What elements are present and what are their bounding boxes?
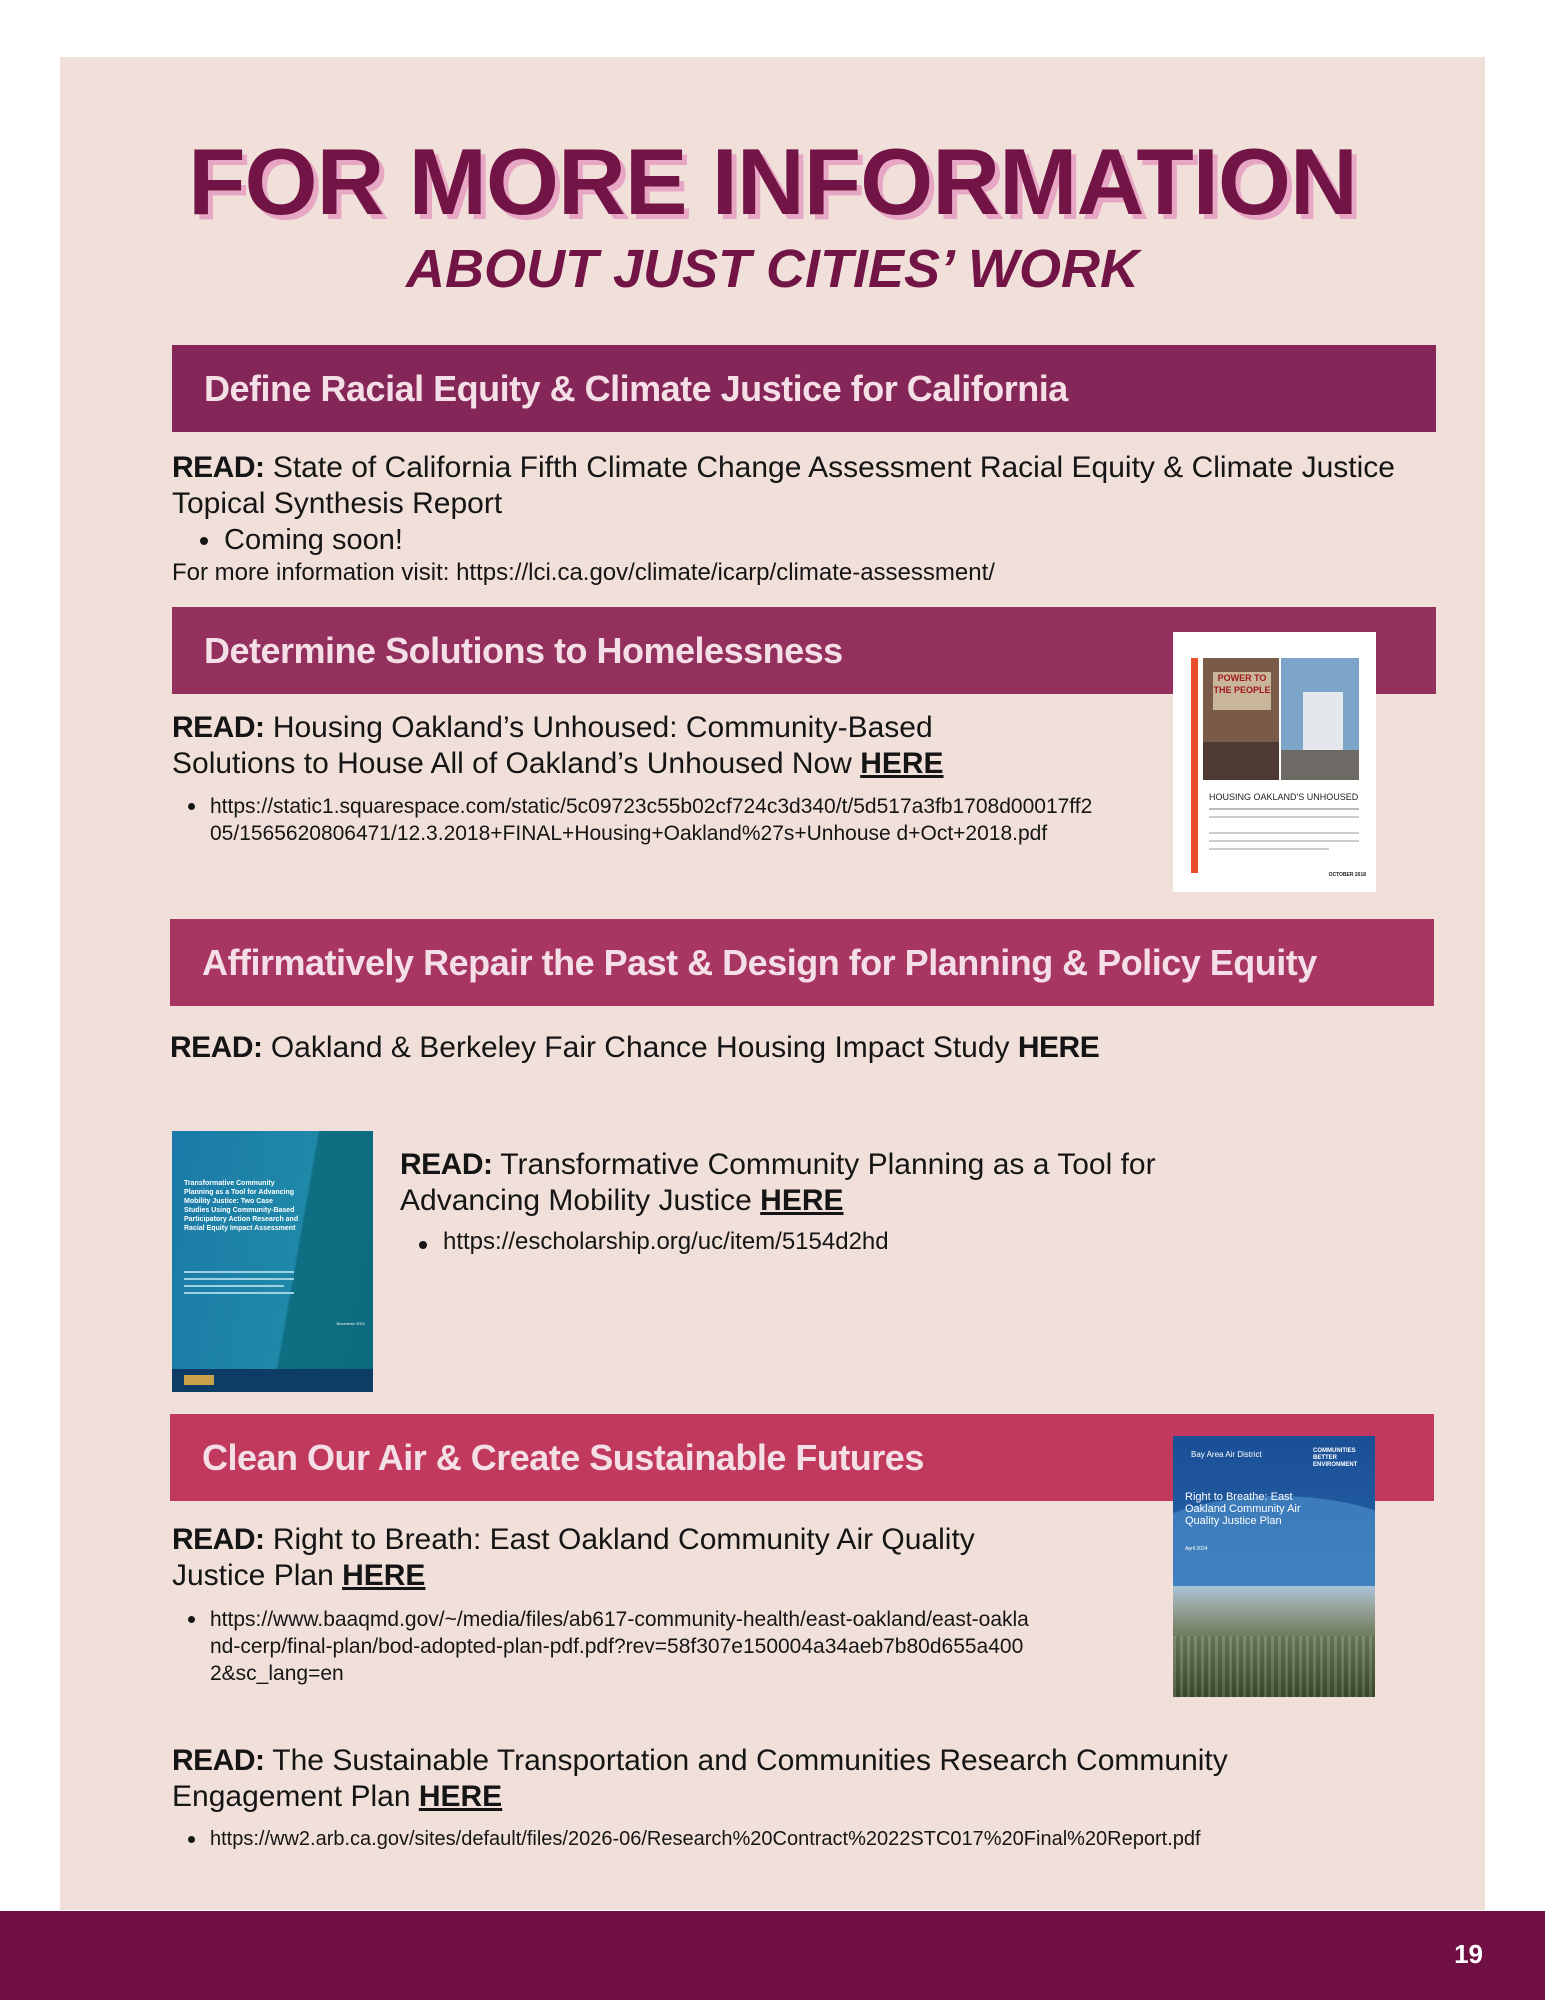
- read-label: READ:: [170, 1031, 263, 1064]
- read-item-fair-chance: [170, 1030, 1400, 1066]
- section-heading-clean-air: Clean Our Air & Create Sustainable Futures: [170, 1414, 1434, 1501]
- url-sustainable-transportation[interactable]: https://ww2.arb.ca.gov/sites/default/files/2026-06/Research%20Contract%2022STC017%20Final%20Report.pdf: [210, 1826, 1460, 1853]
- read-label: READ:: [172, 711, 265, 744]
- cover-title: Transformative Community Planning as a Tool for Advancing Mobility Justice: Two Case Studies Using Community-Based Participatory Action Research and Racial Equity Impact Assessment: [184, 1180, 299, 1232]
- read-item-housing-oakland: [172, 710, 1042, 782]
- read-label: READ:: [400, 1148, 493, 1181]
- cover-title: HOUSING OAKLAND'S UNHOUSED: [1209, 792, 1359, 802]
- cover-date: April 2024: [1185, 1546, 1208, 1552]
- read-title: State of California Fifth Climate Change Assessment Racial Equity & Climate Justice Topical Synthesis Report: [172, 451, 1395, 520]
- more-info-note: For more information visit: https://lci.ca.gov/climate/icarp/climate-assessment/: [172, 559, 995, 586]
- page-footer: [0, 1911, 1545, 2000]
- report-cover-mobility-justice: [172, 1131, 373, 1392]
- cover-org: Bay Area Air District: [1191, 1450, 1262, 1459]
- cover-title: Right to Breathe: East Oakland Community Air Quality Justice Plan: [1185, 1491, 1301, 1527]
- bullet-coming-soon: Coming soon!: [224, 524, 403, 556]
- read-item-climate-assessment: [172, 450, 1402, 522]
- url-mobility-justice[interactable]: https://escholarship.org/uc/item/5154d2hd: [443, 1228, 889, 1255]
- report-cover-air-quality: [1173, 1436, 1375, 1697]
- page-title: FOR MORE INFORMATION: [188, 129, 1357, 234]
- read-item-right-to-breath: [172, 1522, 1052, 1594]
- section-heading-homelessness: Determine Solutions to Homelessness: [172, 607, 1436, 694]
- read-label: READ:: [172, 451, 265, 484]
- read-title: The Sustainable Transportation and Communities Research Community Engagement Plan: [172, 1744, 1228, 1813]
- here-link[interactable]: HERE: [1017, 1031, 1100, 1064]
- here-link[interactable]: HERE: [760, 1184, 844, 1217]
- cover-date: OCTOBER 2018: [1328, 872, 1366, 878]
- read-title: Oakland & Berkeley Fair Chance Housing Impact Study: [262, 1031, 1018, 1064]
- section-heading-repair-past: Affirmatively Repair the Past & Design for Planning & Policy Equity: [170, 919, 1434, 1006]
- report-cover-housing-oakland: [1173, 632, 1376, 892]
- here-link[interactable]: HERE: [418, 1780, 503, 1813]
- page-number: 19: [1454, 1939, 1483, 1969]
- here-link[interactable]: HERE: [860, 747, 944, 780]
- read-item-mobility-justice: [400, 1147, 1180, 1219]
- read-label: READ:: [172, 1744, 265, 1777]
- read-title: Housing Oakland’s Unhoused: Community-Based Solutions to House All of Oakland’s Unhoused Now: [172, 711, 933, 780]
- url-right-to-breath[interactable]: https://www.baaqmd.gov/~/media/files/ab617-community-health/east-oakland/east-oakland-cerp/final-plan/bod-adopted-plan-pdf.pdf?rev=58f307e150004a34aeb7b80d655a4002&sc_lang=en: [210, 1608, 1029, 1685]
- cover-tagline: COMMUNITIES BETTER ENVIRONMENT: [1313, 1448, 1358, 1468]
- cover-sign-text: POWER TO THE PEOPLE: [1213, 672, 1271, 710]
- read-item-sustainable-transportation: [172, 1743, 1402, 1815]
- cover-date: November 2021: [336, 1321, 365, 1326]
- page-subtitle: ABOUT JUST CITIES’ WORK: [405, 239, 1139, 299]
- read-title: Right to Breath: East Oakland Community Air Quality Justice Plan: [172, 1523, 975, 1592]
- url-housing-oakland[interactable]: https://static1.squarespace.com/static/5c09723c55b02cf724c3d340/t/5d517a3fb1708d00017ff205/1565620806471/12.3.2018+FINAL+Housing+Oakland%27s+Unhouse d+Oct+2018.pdf: [210, 793, 1100, 847]
- read-title: Transformative Community Planning as a Tool for Advancing Mobility Justice: [400, 1148, 1156, 1217]
- read-label: READ:: [172, 1523, 265, 1556]
- section-heading-climate-justice: Define Racial Equity & Climate Justice for California: [172, 345, 1436, 432]
- here-link[interactable]: HERE: [342, 1559, 426, 1592]
